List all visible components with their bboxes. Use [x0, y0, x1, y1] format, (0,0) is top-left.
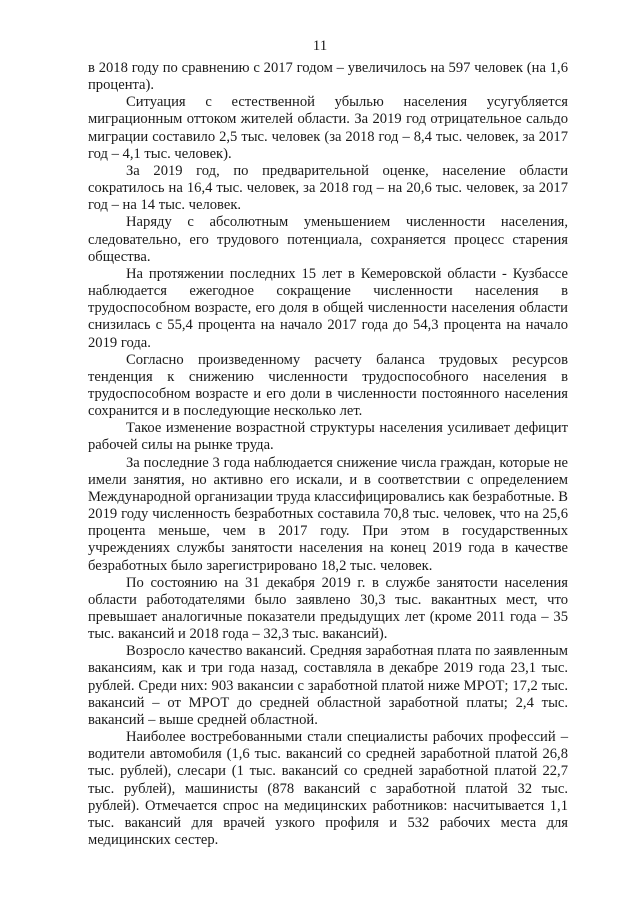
- paragraph-continuation: в 2018 году по сравнению с 2017 годом – увеличилось на 597 человек (на 1,6 процента).: [88, 60, 568, 94]
- body-text: [88, 60, 568, 849]
- paragraph-unemployment: За последние 3 года наблюдается снижение числа граждан, которые не имели занятия, но активно его искали, и в соответствии с определением Международной организации труда классифицировались как безработные. В 2019 году численность безработных составила 70,8 тыс. человек, что на 25,6 процента меньше, чем в 2017 году. При этом в государственных учреждениях службы занятости населения на конец 2019 года в качестве безработных было зарегистрировано 18,2 тыс. человек.: [88, 454, 568, 574]
- paragraph-population-decline: За 2019 год, по предварительной оценке, население области сократилось на 16,4 тыс. человек, за 2018 год – на 20,6 тыс. человек, за 2017 год – на 14 тыс. человек.: [88, 162, 568, 214]
- paragraph-migration: Ситуация с естественной убылью населения усугубляется миграционным оттоком жителей области. За 2019 год отрицательное сальдо миграции составило 2,5 тыс. человек (за 2018 год – 8,4 тыс. человек, за 2017 год – 4,1 тыс. человек).: [88, 94, 568, 162]
- paragraph-vacancy-quality: Возросло качество вакансий. Средняя заработная плата по заявленным вакансиям, как и три года назад, составляла в декабре 2019 года 23,1 тыс. рублей. Среди них: 903 вакансии с заработной платой ниже МРОТ; 17,2 тыс. вакансий – от МРОТ до средней областной заработной платы; 2,4 тыс. вакансий – выше средней областной.: [88, 643, 568, 728]
- page-number: 11: [312, 38, 328, 54]
- paragraph-labor-deficit: Такое изменение возрастной структуры населения усиливает дефицит рабочей силы на рынке труда.: [88, 420, 568, 454]
- paragraph-working-age: На протяжении последних 15 лет в Кемеровской области - Кузбассе наблюдается ежегодное сокращение численности населения в трудоспособном возрасте, его доля в общей численности населения области снизилась с 55,4 процента на начало 2017 года до 54,3 процента на начало 2019 года.: [88, 265, 568, 351]
- paragraph-aging: Наряду с абсолютным уменьшением численности населения, следовательно, его трудового потенциала, сохраняется процесс старения общества.: [88, 214, 568, 265]
- paragraph-demanded-professions: Наиболее востребованными стали специалисты рабочих профессий – водители автомобиля (1,6 тыс. вакансий со средней заработной платой 26,8 тыс. рублей), слесари (1 тыс. вакансий со средней заработной платой 22,7 тыс. рублей), машинисты (878 вакансий с заработной платой 32 тыс. рублей). Отмечается спрос на медицинских работников: насчитывается 1,1 тыс. вакансий для врачей узкого профиля и 532 рабочих места для медицинских сестер.: [88, 729, 568, 849]
- paragraph-vacancies: По состоянию на 31 декабря 2019 г. в службе занятости населения области работодателями было заявлено 30,3 тыс. вакантных мест, что превышает аналогичные показатели предыдущих лет (кроме 2011 года – 35 тыс. вакансий и 2018 года – 32,3 тыс. вакансий).: [88, 574, 568, 643]
- paragraph-labor-balance: Согласно произведенному расчету баланса трудовых ресурсов тенденция к снижению численности трудоспособного населения в трудоспособном возрасте и его доли в численности постоянного населения сохранится и в последующие несколько лет.: [88, 351, 568, 420]
